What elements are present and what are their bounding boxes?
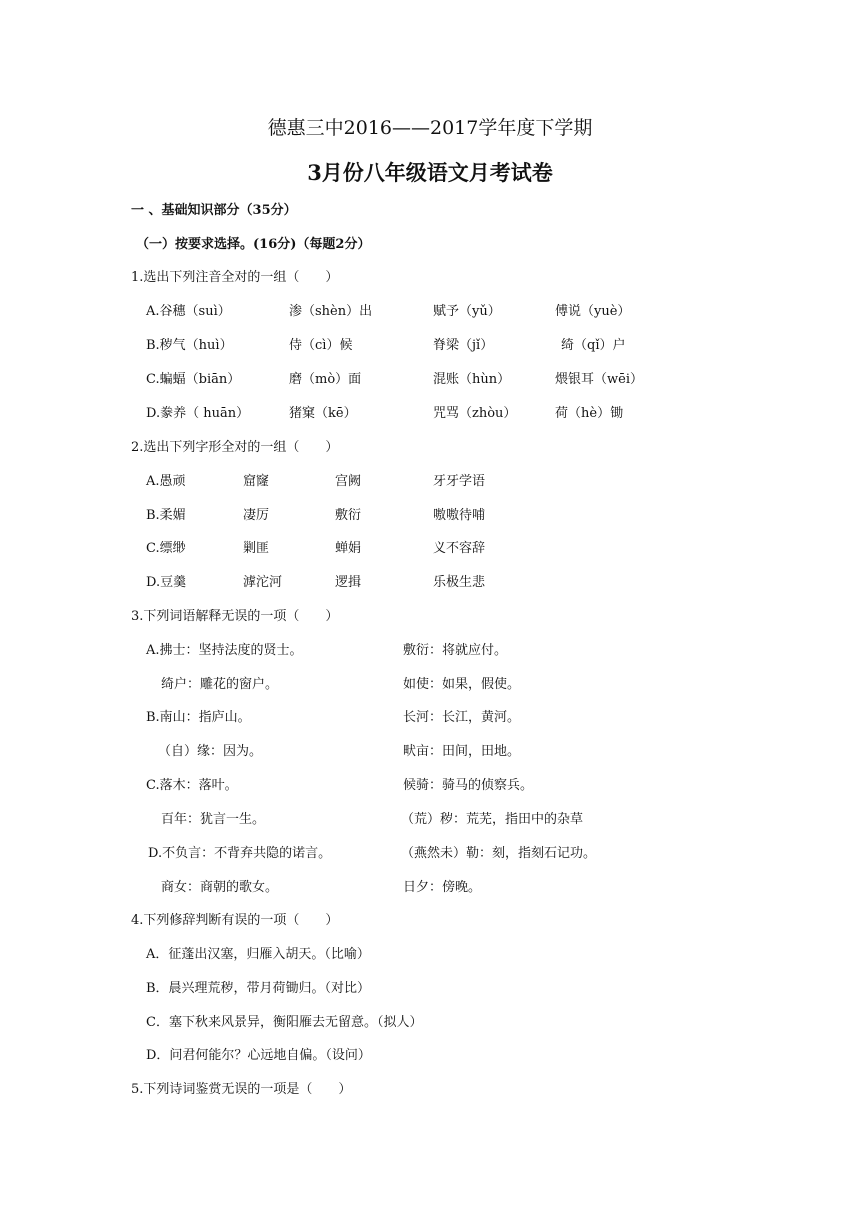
q2-option-a-item-4: 牙牙学语 <box>433 474 486 489</box>
q2-option-a-item-3: 宫阙 <box>335 474 362 489</box>
q4-option-d: D．问君何能尔？心远地自偏。（设问） <box>146 1048 371 1063</box>
q1-option-d-item-2: 猪窠（kē） <box>289 406 357 421</box>
q1-option-d-item-4: 荷（hè）锄 <box>555 406 624 421</box>
q1-option-c-item-4: 煨银耳（wēi） <box>555 372 643 387</box>
question-4-stem: 4.下列修辞判断有误的一项（ ） <box>131 913 339 928</box>
q1-option-c-item-2: 磨（mò）面 <box>289 372 362 387</box>
q2-option-c-item-1: C.缥缈 <box>146 541 186 556</box>
q1-option-a-item-4: 傅说（yuè） <box>555 304 631 319</box>
q2-option-a-item-2: 窟窿 <box>243 474 270 489</box>
q4-option-c: C．塞下秋来风景异，衡阳雁去无留意。（拟人） <box>146 1015 423 1030</box>
question-1-stem: 1.选出下列注音全对的一组（ ） <box>131 270 339 285</box>
school-term-line: 德惠三中2016——2017学年度下学期 <box>267 117 593 139</box>
q3-row-7-right: （燕然未）勒：刻，指刻石记功。 <box>401 846 597 861</box>
q1-option-b-item-4: 绮（qǐ）户 <box>561 338 626 353</box>
q3-row-8-right: 日夕：傍晚。 <box>403 880 482 895</box>
q1-option-b-item-2: 侍（cì）候 <box>289 338 353 353</box>
q1-option-c-item-3: 混账（hùn） <box>433 372 511 387</box>
q1-option-a-item-3: 赋予（yǔ） <box>433 304 501 319</box>
q3-row-5-left: C.落木：落叶。 <box>146 778 238 793</box>
question-3-stem: 3.下列词语解释无误的一项（ ） <box>131 609 339 624</box>
q4-option-a: A．征蓬出汉塞，归雁入胡天。（比喻） <box>146 947 370 962</box>
q3-row-2-right: 如使：如果，假使。 <box>403 677 521 692</box>
q1-option-b-item-1: B.秽气（huì） <box>146 338 233 353</box>
q3-row-1-left: A.拂士：坚持法度的贤士。 <box>146 643 303 658</box>
question-2-stem: 2.选出下列字形全对的一组（ ） <box>131 440 339 455</box>
q3-row-3-right: 长河：长江，黄河。 <box>403 710 521 725</box>
q3-row-4-right: 畎亩：田间，田地。 <box>403 744 521 759</box>
q3-row-7-left: D.不负言：不背弃共隐的诺言。 <box>148 846 332 861</box>
q3-row-3-left: B.南山：指庐山。 <box>146 710 251 725</box>
q3-row-4-left: （自）缘：因为。 <box>158 744 263 759</box>
q1-option-a-item-1: A.谷穗（suì） <box>146 304 231 319</box>
q2-option-c-item-4: 义不容辞 <box>433 541 486 556</box>
q2-option-b-item-2: 凄厉 <box>243 508 270 523</box>
q2-option-d-item-3: 逻揖 <box>335 575 362 590</box>
section-heading: 一 、基础知识部分（35分） <box>131 203 297 218</box>
q3-row-2-left: 绮户：雕花的窗户。 <box>161 677 279 692</box>
q2-option-d-item-2: 滹沱河 <box>243 575 283 590</box>
q3-row-8-left: 商女：商朝的歌女。 <box>161 880 279 895</box>
q1-option-d-item-3: 咒骂（zhòu） <box>433 406 517 421</box>
q1-option-b-item-3: 脊梁（jǐ） <box>433 338 494 353</box>
q4-option-b: B．晨兴理荒秽，带月荷锄归。（对比） <box>146 981 371 996</box>
sub-section-heading: （一）按要求选择。(16分)（每题2分） <box>136 237 371 252</box>
q1-option-c-item-1: C.蝙蝠（biān） <box>146 372 241 387</box>
question-5-stem: 5.下列诗词鉴赏无误的一项是（ ） <box>131 1082 352 1097</box>
q2-option-c-item-3: 蝉娟 <box>335 541 362 556</box>
q2-option-d-item-4: 乐极生悲 <box>433 575 486 590</box>
q2-option-a-item-1: A.愚顽 <box>146 474 186 489</box>
q3-row-5-right: 候骑：骑马的侦察兵。 <box>403 778 534 793</box>
exam-title: 3月份八年级语文月考试卷 <box>307 160 553 185</box>
q1-option-a-item-2: 渗（shèn）出 <box>289 304 373 319</box>
q3-row-1-right: 敷衍：将就应付。 <box>403 643 508 658</box>
q2-option-b-item-4: 嗷嗷待哺 <box>433 508 486 523</box>
q2-option-c-item-2: 剿匪 <box>243 541 270 556</box>
q3-row-6-left: 百年：犹言一生。 <box>161 812 266 827</box>
q1-option-d-item-1: D.豢养（ huān） <box>146 406 250 421</box>
q2-option-d-item-1: D.豆羹 <box>146 575 187 590</box>
q2-option-b-item-3: 敷衍 <box>335 508 362 523</box>
q3-row-6-right: （荒）秽：荒芜，指田中的杂草 <box>401 812 584 827</box>
q2-option-b-item-1: B.柔媚 <box>146 508 186 523</box>
